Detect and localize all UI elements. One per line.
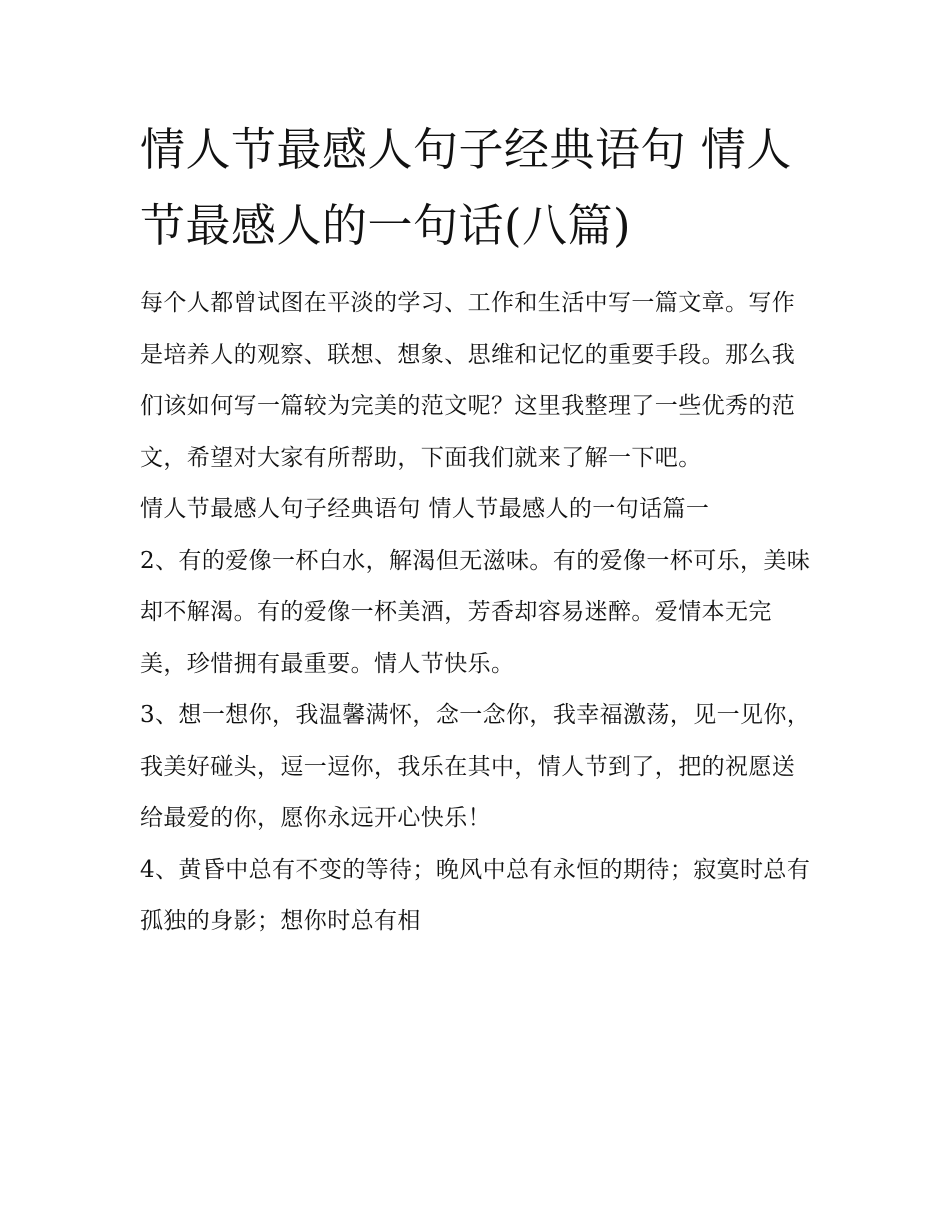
quote-paragraph-3: 3、想一想你，我温馨满怀，念一念你，我幸福激荡，见一见你，我美好碰头，逗一逗你，我乐在其中，情人节到了，把的祝愿送给最爱的你，愿你永远开心快乐！ (140, 702, 811, 831)
quote-paragraph-4: 4、黄昏中总有不变的等待；晚风中总有永恒的期待；寂寞时总有孤独的身影；想你时总有相 (140, 856, 811, 934)
quote-paragraph-2: 2、有的爱像一杯白水，解渴但无滋味。有的爱像一杯可乐，美味却不解渴。有的爱像一杯美酒，芳香却容易迷醉。爱情本无完美，珍惜拥有最重要。情人节快乐。 (140, 547, 811, 677)
document-page (140, 112, 812, 948)
section-heading: 情人节最感人句子经典语句 情人节最感人的一句话篇一 (140, 496, 710, 522)
intro-paragraph: 每个人都曾试图在平淡的学习、工作和生活中写一篇文章。写作是培养人的观察、联想、想象、思维和记忆的重要手段。那么我们该如何写一篇较为完美的范文呢？这里我整理了一些优秀的范文，希望对大家有所帮助，下面我们就来了解一下吧。 (140, 290, 796, 471)
document-title: 情人节最感人句子经典语句 情人节最感人的一句话(八篇) (140, 123, 792, 252)
